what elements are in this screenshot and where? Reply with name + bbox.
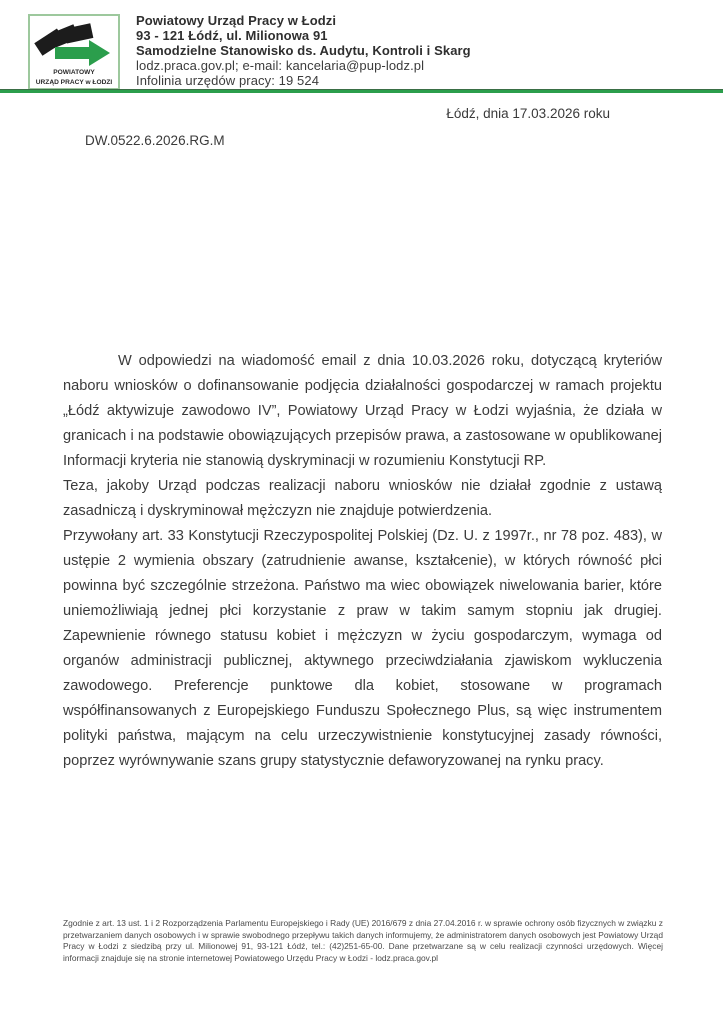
org-department: Samodzielne Stanowisko ds. Audytu, Kontroli i Skarg — [136, 43, 471, 58]
org-name: Powiatowy Urząd Pracy w Łodzi — [136, 13, 337, 28]
reference-number: DW.0522.6.2026.RG.M — [85, 133, 225, 148]
paragraph-response-intro: W odpowiedzi na wiadomość email z dnia 10.03.2026 roku, dotyczącą kryteriów naboru wniosków o dofinansowanie podjęcia działalności gospodarczej w ramach projektu „Łódź aktywizuje zawodowo IV”, Powiatowy Urząd Pracy w Łodzi wyjaśnia, że działa w granicach i na podstawie obowiązujących przepisów prawa, a zastosowane w opublikowanej Informacji kryteria nie stanowią dyskryminacji w rozumieniu Konstytucji RP. — [63, 353, 662, 469]
org-contact: lodz.praca.gov.pl; e-mail: kancelaria@pup-lodz.pl — [136, 58, 425, 73]
paragraph-thesis-rebuttal: Teza, jakoby Urząd podczas realizacji naboru wniosków nie działał zgodnie z ustawą zasadniczą i dyskryminował mężczyzn nie znajduje potwierdzenia. — [63, 478, 662, 519]
letter-date: Łódź, dnia 17.03.2026 roku — [446, 106, 610, 121]
pup-lodz-logo — [28, 14, 120, 90]
pup-lodz-logo-icon — [28, 14, 120, 90]
org-address: 93 - 121 Łódź, ul. Milionowa 91 — [136, 28, 328, 43]
letterhead-text — [136, 13, 471, 88]
org-infoline: Infolinia urzędów pracy: 19 524 — [136, 73, 320, 88]
logo-caption-line1: POWIATOWY — [53, 69, 95, 76]
letterhead — [28, 12, 723, 90]
letter-body — [63, 349, 662, 774]
paragraph-legal-justification: Przywołany art. 33 Konstytucji Rzeczypospolitej Polskiej (Dz. U. z 1997r., nr 78 poz. 483), w ustępie 2 wymienia obszary (zatrudnienie awanse, kształcenie), w których równość płci powinna być szczególnie strzeżona. Państwo ma wiec obowiązek niwelowania barier, które uniemożliwiają jednej płci korzystanie z praw w takim samym stopniu jak drugiej. Zapewnienie równego statusu kobiet i mężczyzn w życiu gospodarczym, wymaga od organów administracji publicznej, aktywnego przeciwdziałania zjawiskom wykluczenia zawodowego. Preferencje punktowe dla kobiet, stosowane w programach współfinansowanych z Europejskiego Funduszu Społecznego Plus, są więc instrumentem polityki państwa, mającym na celu urzeczywistnienie konstytucyjnej zasady równości, poprzez wyrównywanie szans grupy statystycznie defaworyzowanej na rynku pracy. — [63, 528, 662, 769]
logo-caption-line2: URZĄD PRACY w ŁODZI — [35, 79, 113, 86]
header-separator-line — [0, 89, 723, 93]
gdpr-footer-notice: Zgodnie z art. 13 ust. 1 i 2 Rozporządzenia Parlamentu Europejskiego i Rady (UE) 2016/679 z dnia 27.04.2016 r. w sprawie ochrony osób fizycznych w związku z przetwarzaniem danych osobowych i w sprawie swobodnego przepływu takich danych informujemy, że administratorem danych osobowych jest Powiatowy Urząd Pracy w Łodzi z siedzibą przy ul. Milionowej 91, 93-121 Łódź, tel.: (42)251-65-00. Dane przetwarzane są w celu realizacji czynności urzędowych. Więcej informacji znajduje się na stronie internetowej Powiatowego Urzędu Pracy w Łodzi - lodz.praca.gov.pl — [63, 918, 663, 963]
